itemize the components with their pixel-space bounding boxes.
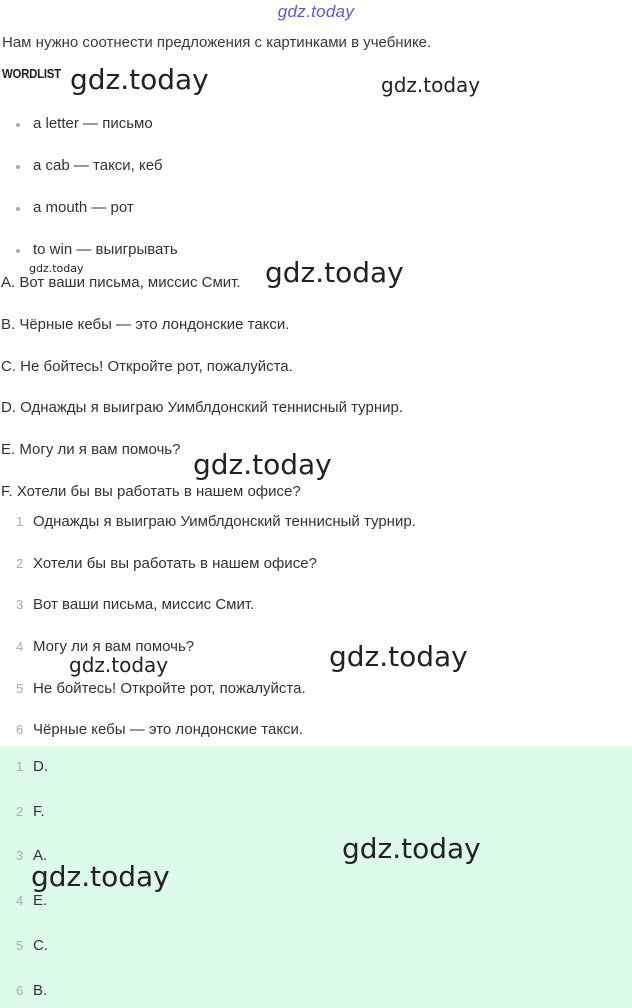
intro-text: Нам нужно соотнести предложения с картинками в учебнике. [2, 34, 432, 51]
watermark: gdz.today [265, 256, 404, 289]
wordlist-heading: WORDLIST [2, 66, 61, 81]
answer-text: E. [33, 892, 48, 909]
watermark: gdz.today [193, 448, 332, 481]
answer-text: A. [33, 847, 48, 864]
item-number: 2 [16, 555, 24, 571]
answer-text: B. [33, 982, 48, 999]
item-number: 1 [16, 514, 24, 529]
answer-item [16, 803, 45, 820]
item-text: Могу ли я вам помочь? [33, 638, 195, 656]
answer-number: 2 [16, 804, 24, 819]
watermark: gdz.today [70, 63, 209, 96]
numbered-item [16, 555, 416, 597]
numbered-item [16, 680, 416, 722]
answer-text: F. [33, 803, 45, 820]
item-text: Хотели бы вы работать в нашем офисе? [33, 554, 317, 572]
watermark: gdz.today [69, 653, 169, 677]
sentence: A. Вот ваши письма, миссис Смит. [1, 274, 241, 291]
numbered-list [16, 513, 416, 763]
item-number: 3 [16, 597, 24, 613]
watermark: gdz.today [31, 860, 170, 893]
wordlist-item: a cab — такси, кеб [14, 157, 178, 199]
wordlist-item: to win — выигрывать [14, 241, 178, 283]
sentence-list [1, 274, 403, 525]
answer-number: 4 [16, 893, 24, 908]
sentence: C. Не бойтесь! Откройте рот, пожалуйста. [1, 357, 293, 375]
watermark: gdz.today [342, 832, 481, 865]
answer-text: D. [33, 758, 48, 775]
watermark: gdz.today [29, 262, 84, 275]
answer-number: 6 [16, 983, 24, 998]
sentence: F. Хотели бы вы работать в нашем офисе? [1, 482, 301, 500]
item-number: 4 [16, 639, 24, 655]
item-text: Не бойтесь! Откройте рот, пожалуйста. [33, 679, 306, 697]
watermark: gdz.today [381, 73, 481, 97]
item-text: Вот ваши письма, миссис Смит. [33, 596, 255, 614]
sentence: D. Однажды я выиграю Уимблдонский теннисный турнир. [1, 399, 404, 417]
watermark: gdz.today [329, 640, 468, 673]
answer-number: 1 [16, 759, 24, 774]
site-logo[interactable]: gdz.today [277, 2, 355, 21]
item-text: Однажды я выиграю Уимблдонский теннисный турнир. [33, 513, 416, 530]
sentence: E. Могу ли я вам помочь? [1, 441, 181, 459]
numbered-item [16, 513, 416, 555]
answer-item [16, 892, 47, 909]
wordlist-item: a mouth — рот [14, 199, 178, 241]
answer-item [16, 758, 48, 775]
answer-number: 5 [16, 938, 24, 953]
item-text: Чёрные кебы — это лондонские такси. [33, 721, 304, 739]
answer-text: C. [33, 937, 48, 954]
wordlist-item: a letter — письмо [14, 115, 178, 157]
numbered-item [16, 596, 416, 638]
answer-number: 3 [16, 848, 24, 863]
item-number: 6 [16, 722, 24, 738]
wordlist [14, 115, 178, 283]
item-number: 5 [16, 680, 24, 696]
answer-item [16, 937, 48, 954]
sentence: B. Чёрные кебы — это лондонские такси. [1, 315, 290, 333]
answer-item [16, 982, 47, 999]
